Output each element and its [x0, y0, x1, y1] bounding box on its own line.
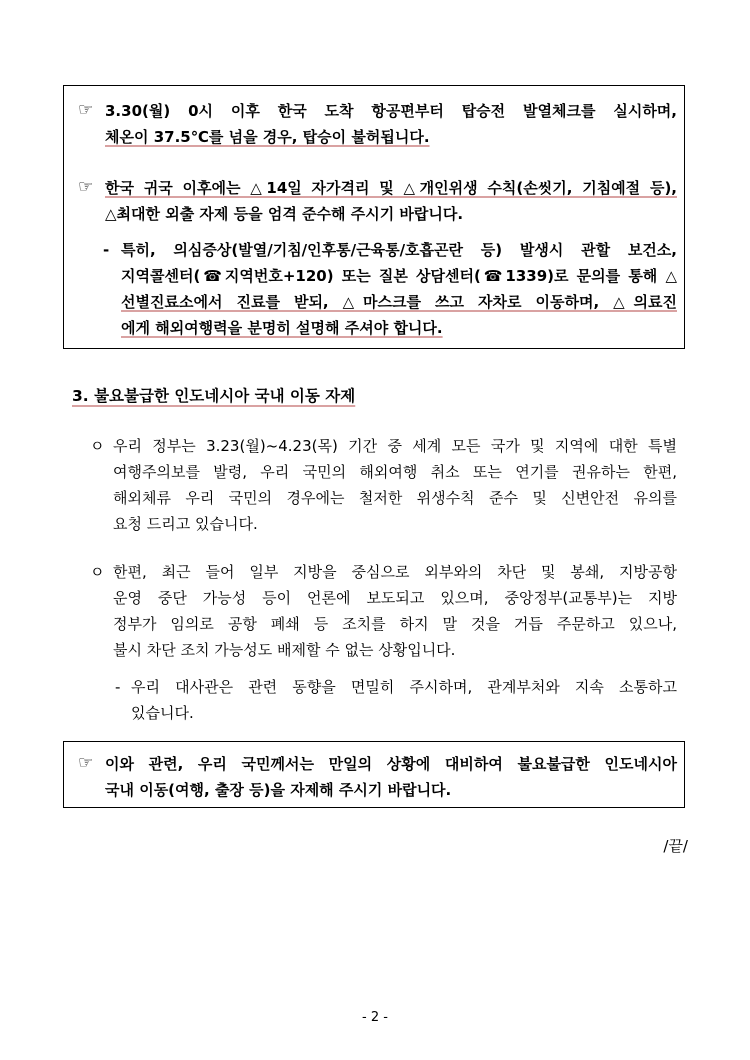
para-2-line-1: 한편, 최근 들어 일부 지방을 중심으로 외부와의 차단 및 봉쇄, 지방공항 [113, 563, 677, 581]
sub-item-line-3: 선별진료소에서 진료를 받되, △마스크를 쓰고 자차로 이동하며, △의료진 [121, 293, 677, 311]
sub-item-line-2: 지역콜센터(☎지역번호+120) 또는 질본 상담센터(☎1339)로 문의를 통해 △ [121, 267, 677, 285]
para-1-line-3: 해외체류 우리 국민의 경우에는 철저한 위생수칙 준수 및 신변안전 유의를 [113, 489, 677, 507]
sub-item-line-1: 특히, 의심증상(발열/기침/인후통/근육통/호흡곤란 등) 발생시 관할 보건소, [121, 241, 677, 259]
pointing-hand-icon: ☞ [78, 753, 94, 773]
para-2-line-2: 운영 중단 가능성 등이 언론에 보도되고 있으며, 중앙정부(교통부)는 지방 [113, 589, 677, 607]
embassy-line-2: 있습니다. [131, 704, 194, 722]
para-2-line-4: 불시 차단 조치 가능성도 배제할 수 없는 상황입니다. [113, 641, 456, 659]
para-1-line-2: 여행주의보를 발령, 우리 국민의 해외여행 취소 또는 연기를 권유하는 한편, [113, 463, 677, 481]
notice-3-line-2: 국내 이동(여행, 출장 등)을 자제해 주시기 바랍니다. [105, 781, 452, 799]
para-1-line-4: 요청 드리고 있습니다. [113, 515, 258, 533]
page-number: - 2 - [362, 1010, 388, 1025]
notice-2-line-2: △최대한 외출 자제 등을 엄격 준수해 주시기 바랍니다. [105, 205, 464, 223]
pointing-hand-icon: ☞ [78, 100, 94, 120]
notice-3-line-1: 이와 관련, 우리 국민께서는 만일의 상황에 대비하여 불요불급한 인도네시아 [105, 755, 677, 773]
para-2-line-3: 정부가 임의로 공항 폐쇄 등 조치를 하지 말 것을 거듭 주문하고 있으나, [113, 615, 677, 633]
section-heading: 3. 불요불급한 인도네시아 국내 이동 자제 [72, 387, 356, 405]
sub-item-line-4: 에게 해외여행력을 분명히 설명해 주셔야 합니다. [121, 319, 443, 337]
dash-marker: - [115, 678, 121, 696]
end-mark: /끝/ [663, 837, 688, 855]
circle-bullet: ㅇ [90, 563, 105, 581]
notice-2-line-1: 한국 귀국 이후에는 △14일 자가격리 및 △개인위생 수칙(손씻기, 기침예절 등), [105, 179, 677, 197]
notice-1-line-1: 3.30(월) 0시 이후 한국 도착 항공편부터 탑승전 발열체크를 실시하며, [105, 102, 677, 120]
notice-1-line-2: 체온이 37.5℃를 넘을 경우, 탑승이 불허됩니다. [105, 128, 430, 146]
pointing-hand-icon: ☞ [78, 177, 94, 197]
para-1-line-1: 우리 정부는 3.23(월)~4.23(목) 기간 중 세계 모든 국가 및 지역에 대한 특별 [113, 437, 677, 455]
circle-bullet: ㅇ [90, 437, 105, 455]
dash-marker: - [103, 241, 110, 259]
embassy-line-1: 우리 대사관은 관련 동향을 면밀히 주시하며, 관계부처와 지속 소통하고 [131, 678, 677, 696]
